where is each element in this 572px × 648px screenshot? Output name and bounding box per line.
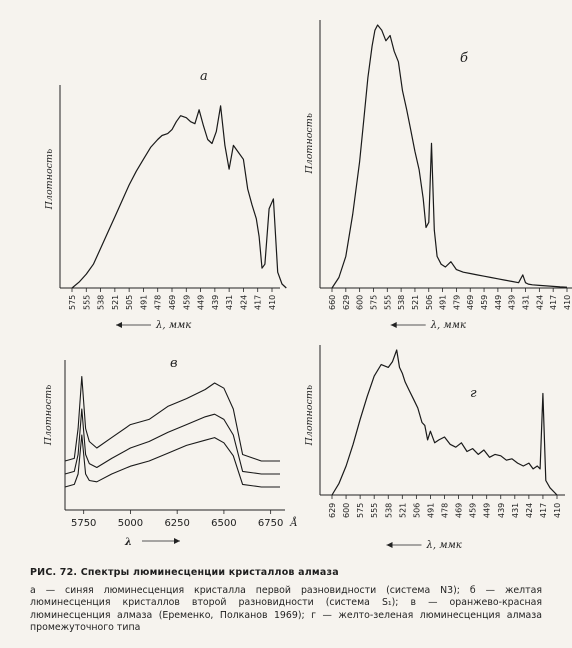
spectrum-curve-a (72, 106, 286, 288)
spectrum-curve-b (332, 25, 567, 288)
x-tick-label-g: 459 (468, 502, 478, 518)
spectrum-curve-g (332, 350, 557, 495)
x-label-arrowhead-v (174, 538, 180, 544)
x-tick-label-g: 478 (440, 502, 450, 518)
x-tick-label-g: 506 (412, 502, 422, 518)
x-tick-label-b: 424 (535, 294, 545, 310)
x-tick-label-b: 439 (507, 294, 517, 310)
x-tick-label-v: 5000 (117, 518, 144, 529)
panel-letter-v: в (170, 356, 178, 371)
chart-a-svg (20, 60, 290, 335)
x-tick-label-b: 469 (466, 294, 476, 310)
x-tick-label-a: 469 (168, 294, 177, 310)
x-tick-label-a: 431 (225, 294, 235, 310)
x-tick-label-b: 575 (369, 294, 379, 310)
spectrum-curve-v-1 (65, 377, 280, 462)
panel-letter-a: а (200, 69, 208, 84)
x-tick-label-a: 555 (82, 294, 92, 310)
panel-letter-b: б (460, 51, 468, 66)
x-tick-label-g: 521 (398, 502, 408, 518)
x-tick-label-v: 6500 (211, 518, 237, 529)
x-tick-label-a: 575 (68, 294, 77, 310)
x-tick-label-a: 410 (268, 294, 277, 310)
x-tick-label-v: 6250 (164, 518, 190, 529)
x-tick-label-b: 491 (438, 294, 448, 310)
y-axis-label-g: Плотность (304, 384, 315, 446)
x-tick-label-g: 449 (482, 502, 492, 518)
x-unit-arrowhead-b (391, 322, 397, 328)
x-tick-label-g: 629 (328, 502, 337, 518)
chart-v-svg (20, 340, 298, 555)
figure-caption-body: а — синяя люминесценция кристалла первой разновидности (система N3); б — желтая люминесценция кристаллов второй разновидности (система S₁); в — оранжево-красная люминесценция алмаза (Еременко, Полканов 1969); г — желто-зеленая люминесценция алмаза промежуточного типа (30, 585, 542, 634)
spectrum-curve-v-2 (65, 409, 280, 474)
x-tick-label-a: 424 (239, 294, 249, 310)
x-tick-label-g: 410 (553, 502, 562, 518)
chart-b-svg (290, 10, 572, 335)
spectrum-curve-v-3 (65, 435, 280, 487)
x-tick-label-a: 491 (139, 294, 149, 310)
x-tick-label-a: 449 (196, 294, 206, 310)
x-tick-label-b: 410 (563, 294, 572, 310)
x-tick-label-g: 431 (510, 502, 520, 518)
x-tick-label-b: 660 (328, 294, 337, 310)
chart-panel-v (20, 340, 298, 555)
y-axis-label-b: Плотность (304, 113, 315, 174)
panel-letter-g: г (470, 386, 477, 401)
x-tick-label-b: 555 (383, 294, 393, 310)
chart-panel-b (290, 10, 572, 335)
x-tick-label-a: 538 (96, 294, 106, 310)
x-tick-label-a: 439 (210, 294, 220, 310)
x-unit-arrowhead-g (387, 542, 393, 548)
x-tick-label-b: 449 (493, 294, 503, 310)
x-tick-label-b: 538 (397, 294, 407, 310)
x-tick-label-g: 424 (524, 502, 534, 518)
x-axis-label-b: λ, ммк (430, 320, 466, 331)
x-tick-label-b: 479 (452, 294, 462, 310)
x-tick-label-b: 521 (410, 294, 420, 310)
x-tick-label-b: 629 (341, 294, 351, 310)
chart-g-svg (290, 340, 565, 560)
figure-caption-title: РИС. 72. Спектры люминесценции кристаллов алмаза (30, 567, 339, 578)
x-tick-label-g: 555 (370, 502, 380, 518)
x-tick-label-b: 431 (521, 294, 531, 310)
x-unit-v: Å (290, 518, 298, 529)
x-tick-label-a: 417 (253, 294, 263, 310)
chart-panel-a (20, 60, 290, 335)
x-axis-label-g: λ, ммк (426, 540, 462, 551)
x-tick-label-a: 459 (182, 294, 192, 310)
y-axis-label-v: Плотность (43, 384, 54, 446)
x-tick-label-a: 521 (110, 294, 120, 310)
x-unit-arrowhead-a (116, 322, 122, 328)
x-tick-label-v: 5750 (70, 518, 97, 529)
x-tick-label-g: 417 (538, 502, 548, 518)
chart-panel-g (290, 340, 565, 560)
x-tick-label-a: 478 (153, 294, 163, 310)
x-tick-label-g: 538 (384, 502, 394, 518)
y-axis-label-a: Плотность (44, 148, 55, 210)
x-axis-label-a: λ, ммк (156, 320, 192, 331)
x-tick-label-g: 469 (454, 502, 464, 518)
x-axis-label-v: λ (125, 537, 133, 548)
x-tick-label-b: 459 (480, 294, 490, 310)
x-tick-label-g: 491 (426, 502, 436, 518)
x-tick-label-g: 575 (356, 502, 366, 518)
x-tick-label-a: 505 (125, 294, 135, 310)
x-tick-label-v: 6750 (257, 518, 284, 529)
x-tick-label-b: 600 (355, 294, 365, 310)
x-tick-label-g: 600 (342, 502, 352, 518)
x-tick-label-b: 506 (424, 294, 434, 310)
x-tick-label-g: 439 (496, 502, 506, 518)
x-tick-label-b: 417 (549, 294, 559, 310)
